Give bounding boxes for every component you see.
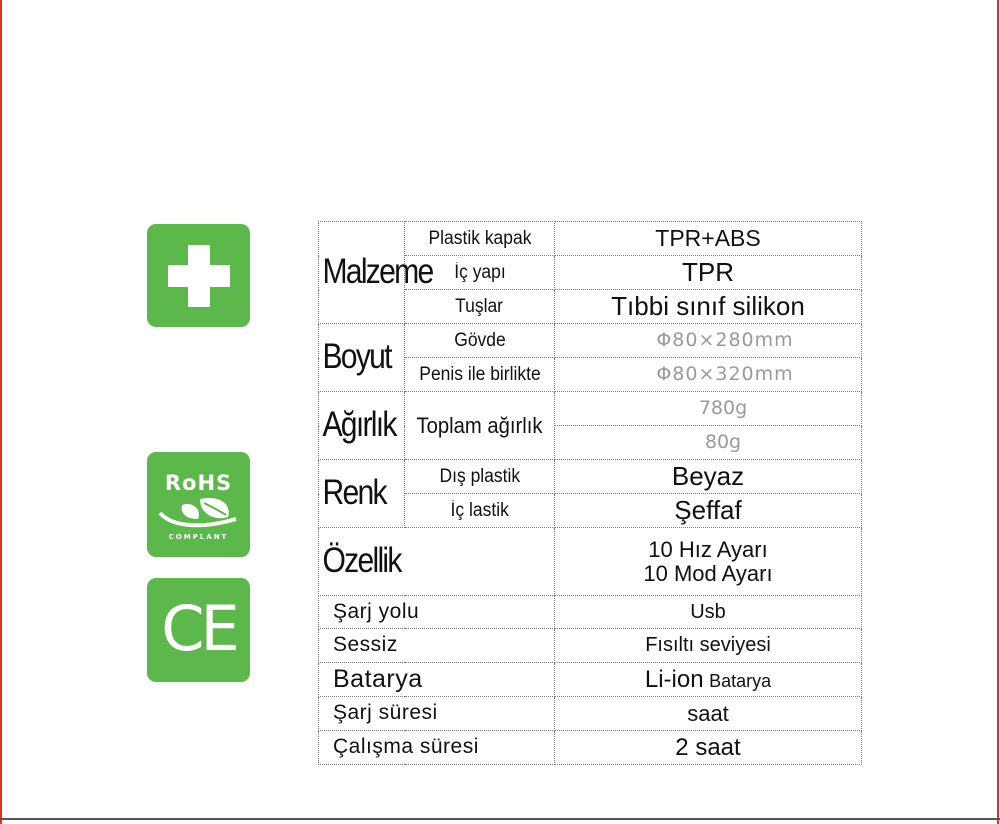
frame-bottom-border [0,818,1000,820]
material-value: TPR [555,256,862,290]
weight-value: 80g [555,426,862,460]
leaf-icon [156,495,242,531]
charging-label: Şarj yolu [319,596,555,629]
table-row [319,663,862,697]
color-name-cell [405,460,555,494]
feature-label: Özellik [322,541,401,581]
size-label-cell [319,324,405,392]
color-label: Renk [322,473,386,513]
ce-mark: CE [161,592,236,665]
table-row [319,697,862,731]
frame-left-border [0,0,2,824]
feature-value-cell [555,528,862,596]
battery-value-cell [555,663,862,697]
color-value: Beyaz [555,460,862,494]
table-row [319,731,862,765]
silent-value: Fısıltı seviyesi [555,629,862,663]
charge-time-value: saat [555,697,862,731]
rohs-badge [147,452,250,557]
feature-line: 10 Hız Ayarı [648,537,768,563]
weight-label-cell [319,392,405,460]
weight-label: Ağırlık [322,405,396,445]
table-row [319,324,862,358]
ce-badge [147,578,250,682]
material-name: İç yapı [453,261,506,283]
weight-name-cell [405,392,555,460]
frame-right-border [997,0,999,824]
weight-value: 780g [555,392,862,426]
material-name: Tuşlar [455,295,504,317]
size-label: Boyut [322,337,391,377]
table-row [319,596,862,629]
color-name-cell [405,494,555,528]
material-label: Malzeme [322,252,433,292]
color-label-cell [319,460,405,528]
size-value: Φ80×280mm [555,324,862,358]
silent-label: Sessiz [319,629,555,663]
charge-time-label: Şarj süresi [319,697,555,731]
battery-value-main: Li-ion [644,665,704,693]
medical-plus-badge [147,224,250,327]
size-name: Penis ile birlikte [418,363,541,385]
material-value: Tıbbi sınıf silikon [555,290,862,324]
color-name: Dış plastik [439,465,520,487]
material-name-cell [405,222,555,256]
spec-table [318,221,862,765]
table-row [319,392,862,426]
battery-value-sub: Batarya [709,670,772,691]
material-name-cell [405,290,555,324]
battery-label: Batarya [319,663,555,697]
table-row [319,629,862,663]
material-name: Plastik kapak [427,227,531,249]
table-row [319,460,862,494]
plus-icon [168,245,230,307]
work-time-label: Çalışma süresi [319,731,555,765]
work-time-value: 2 saat [555,731,862,765]
weight-name: Toplam ağırlık [416,412,543,438]
feature-line: 10 Mod Ayarı [643,560,773,586]
feature-label-cell [319,528,555,596]
table-row [319,222,862,256]
size-name: Gövde [453,329,506,351]
rohs-title: RoHS [164,470,233,495]
size-value: Φ80×320mm [555,358,862,392]
color-value: Şeffaf [555,494,862,528]
rohs-subtitle: COMPLANT [168,532,229,541]
size-name-cell [405,358,555,392]
color-name: İç lastik [450,499,509,521]
material-value: TPR+ABS [555,222,862,256]
material-label-cell [319,222,433,324]
table-row [319,528,862,596]
size-name-cell [405,324,555,358]
charging-value: Usb [555,596,862,629]
